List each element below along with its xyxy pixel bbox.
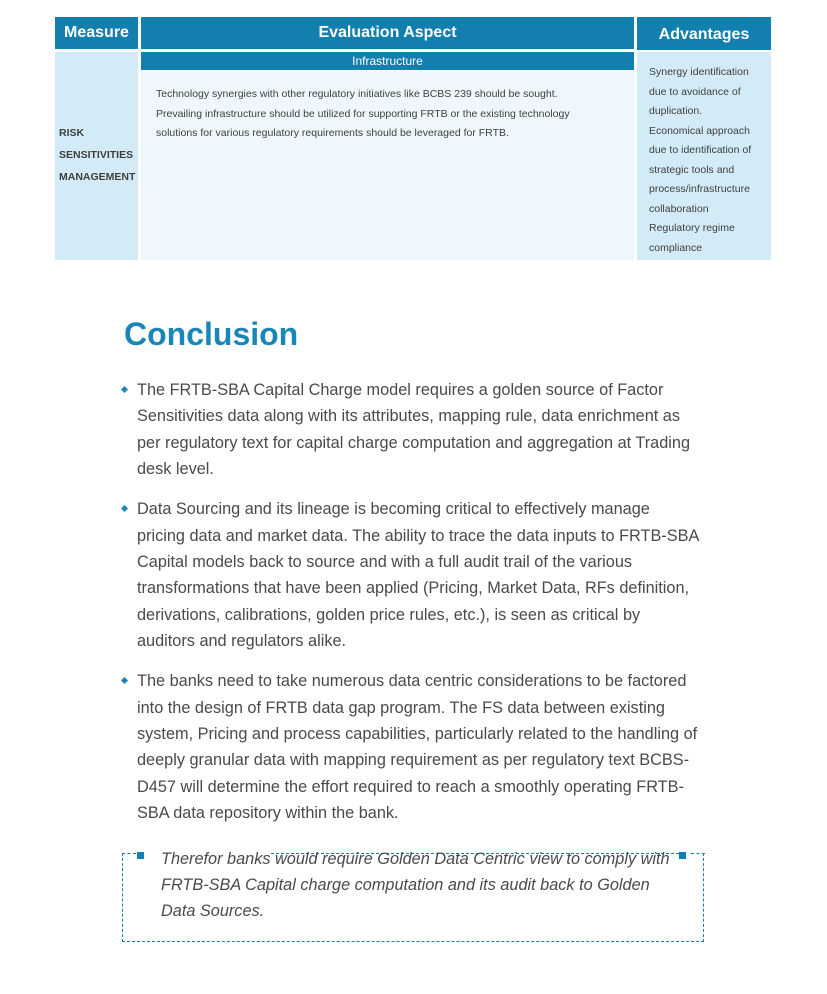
advantages-line: Regulatory regime — [649, 222, 735, 234]
diamond-bullet-icon — [122, 506, 128, 512]
advantages-line: due to avoidance of — [649, 85, 741, 98]
measure-line: MANAGEMENT — [59, 171, 136, 183]
bullet-text: The banks need to take numerous data centric considerations to be factored into the design of FRTB data gap program. The FS data between existing system, Pricing and process capabilities, particularly related to the handling of deeply granular data with mapping requirement as per regulatory text BCBS-D457 will determine the effort required to reach a smoothly operating FRTB-SBA data repository within the bank. — [137, 672, 698, 823]
bullet-item — [122, 377, 702, 483]
advantages-line: due to identification of — [649, 144, 752, 156]
aspect-line: Technology synergies with other regulatory initiatives like BCBS 239 should be sought. — [156, 88, 558, 100]
bullet-item — [122, 496, 702, 654]
advantages-line: process/infrastructure — [649, 183, 750, 195]
square-marker-icon — [679, 852, 686, 859]
header-measure: Measure — [55, 17, 138, 49]
advantages-cell — [637, 52, 771, 260]
square-marker-icon — [137, 852, 144, 859]
aspect-cell — [141, 71, 634, 260]
callout-text: Therefor banks would require Golden Data Centric view to comply with FRTB-SBA Capital charge computation and its audit back to Golden Data Sources. — [161, 850, 670, 920]
bullet-item — [122, 668, 702, 826]
advantages-line: Synergy identification — [649, 66, 749, 78]
callout-border-segment — [691, 853, 705, 854]
aspect-line: solutions for various regulatory requirements should be leveraged for FRTB. — [156, 127, 509, 139]
measure-line: RISK — [59, 127, 85, 139]
bullet-text: Data Sourcing and its lineage is becoming critical to effectively manage pricing data and market data. The ability to trace the data inputs to FRTB-SBA Capital models back to source and with a full audit trail of the various transformations that have been applied (Pricing, Market Data, RFs definition, derivations, calibrations, golden price rules, etc.), is seen as critical by auditors and regulators alike. — [137, 500, 699, 651]
evaluation-table — [55, 17, 771, 260]
bullet-text: The FRTB-SBA Capital Charge model requires a golden source of Factor Sensitivities data along with its attributes, mapping rule, data enrichment as per regulatory text for capital charge computation and aggregation at Trading desk level. — [137, 381, 690, 479]
header-evaluation-aspect: Evaluation Aspect — [141, 17, 634, 49]
aspect-line: Prevailing infrastructure should be utilized for supporting FRTB or the existing technology — [156, 107, 570, 120]
advantages-line: Economical approach — [649, 124, 750, 137]
advantages-line: collaboration — [649, 202, 709, 215]
measure-cell — [55, 52, 138, 260]
diamond-bullet-icon — [122, 678, 128, 684]
diamond-bullet-icon — [122, 387, 128, 393]
advantages-line: compliance — [649, 241, 703, 254]
conclusion-bullet-list — [122, 377, 702, 840]
callout-border-segment — [122, 853, 136, 854]
measure-line: SENSITIVITIES — [59, 149, 134, 161]
conclusion-heading: Conclusion — [124, 316, 299, 352]
callout-box — [122, 850, 704, 942]
advantages-line: strategic tools and — [649, 163, 735, 176]
subheader-infrastructure: Infrastructure — [141, 52, 634, 70]
advantages-line: duplication. — [649, 105, 703, 117]
header-advantages: Advantages — [637, 17, 771, 50]
